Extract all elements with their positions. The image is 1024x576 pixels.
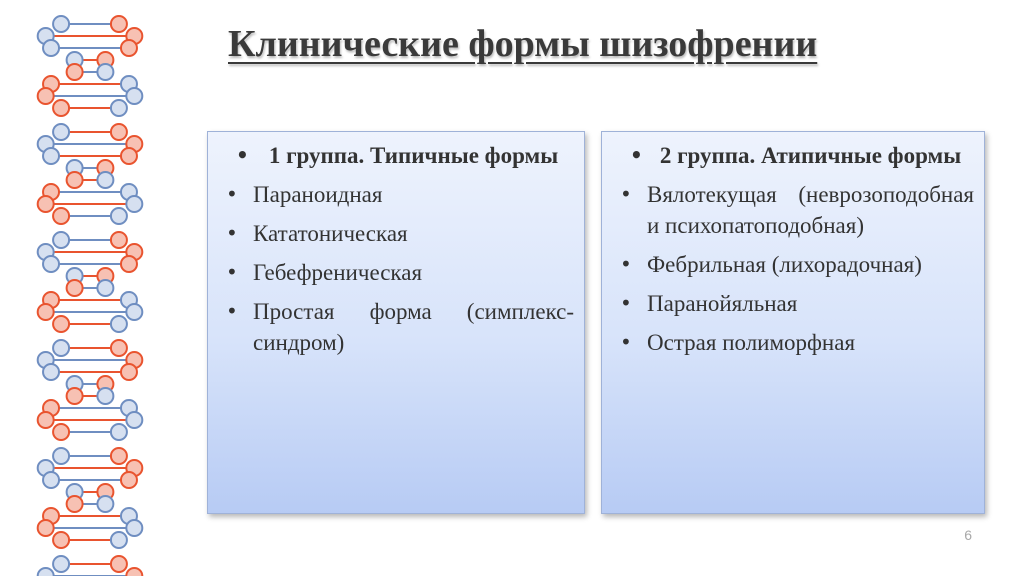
list-item: • Фебрильная (лихорадочная) [616,249,974,280]
dna-node [97,280,113,296]
dna-node [126,304,142,320]
dna-node [111,532,127,548]
dna-node [121,472,137,488]
dna-node [126,412,142,428]
dna-node [111,556,127,572]
dna-node [53,208,69,224]
dna-node [126,520,142,536]
dna-helix-decoration [0,0,160,576]
list-item: • Паранойяльная [616,288,974,319]
dna-node [53,232,69,248]
dna-node [111,232,127,248]
dna-node [111,208,127,224]
dna-node [53,532,69,548]
dna-node [121,40,137,56]
typical-forms-heading: • 1 группа. Типичные формы [222,140,574,171]
dna-node [97,64,113,80]
dna-node [111,316,127,332]
dna-node [43,148,59,164]
dna-node [111,340,127,356]
dna-node [53,100,69,116]
dna-node [111,124,127,140]
dna-node [121,364,137,380]
dna-node [67,388,83,404]
dna-node [38,88,54,104]
dna-node [38,520,54,536]
dna-node [121,148,137,164]
typical-forms-box [207,131,585,514]
dna-node [43,40,59,56]
atypical-forms-box [601,131,985,514]
dna-node [97,172,113,188]
dna-node [53,16,69,32]
dna-node [121,256,137,272]
dna-node [53,424,69,440]
dna-node [67,64,83,80]
dna-node [126,568,142,576]
dna-node [53,556,69,572]
dna-node [53,340,69,356]
dna-node [111,16,127,32]
dna-node [38,568,54,576]
dna-node [67,280,83,296]
dna-node [97,388,113,404]
list-item: • Острая полиморфная [616,327,974,358]
slide-title: Клинические формы шизофрении [228,23,818,65]
list-item: • Вялотекущая (неврозоподобная и психопатоподобная) [616,179,974,241]
dna-node [67,172,83,188]
dna-node [126,88,142,104]
list-item: • Гебефреническая [222,257,574,288]
dna-node [43,472,59,488]
dna-node [111,424,127,440]
dna-node [53,124,69,140]
dna-node [43,364,59,380]
dna-node [38,196,54,212]
dna-node [97,496,113,512]
dna-node [43,256,59,272]
dna-node [53,448,69,464]
dna-node [111,448,127,464]
dna-node [67,496,83,512]
dna-node [38,412,54,428]
dna-node [111,100,127,116]
dna-node [126,196,142,212]
list-item: • Параноидная [222,179,574,210]
dna-node [53,316,69,332]
atypical-forms-heading: • 2 группа. Атипичные формы [616,140,974,171]
dna-node [38,304,54,320]
page-number: 6 [964,527,972,543]
list-item: • Кататоническая [222,218,574,249]
list-item: • Простая форма (симплекс-синдром) [222,296,574,358]
